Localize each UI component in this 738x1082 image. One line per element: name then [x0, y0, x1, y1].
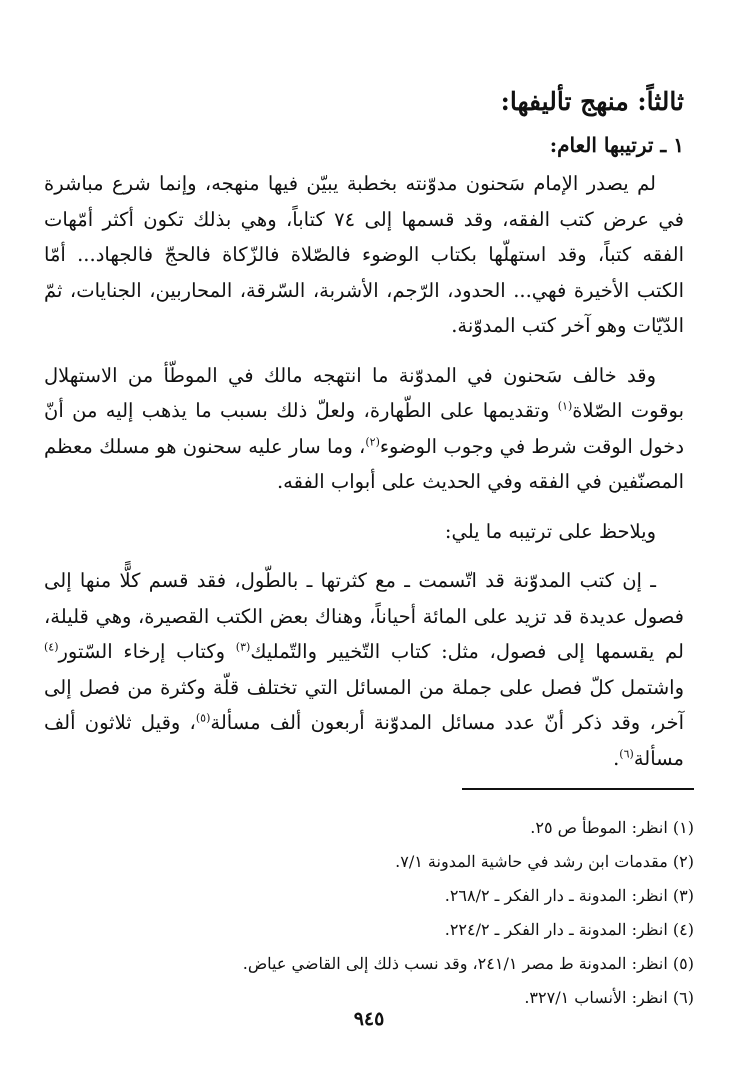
paragraph-2-text-a: وقد خالف سَحنون في المدوّنة ما انتهجه مالك في الموطّأ من الاستهلال بوقوت الصّلاة	[44, 363, 685, 422]
footnote-ref-6[interactable]: (٦)	[619, 747, 634, 760]
footnote-ref-2[interactable]: (٢)	[365, 435, 380, 448]
paragraph-3: ويلاحظ على ترتيبه ما يلي:	[444, 519, 656, 543]
page-number: ٩٤٥	[353, 1008, 385, 1030]
paragraph-4	[44, 563, 684, 776]
footnote-2: (٢) مقدمات ابن رشد في حاشية المدونة ٧/١.	[395, 852, 694, 871]
section-heading: ثالثاً: منهج تأليفها:	[500, 87, 684, 116]
paragraph-gap	[44, 500, 684, 514]
subsection-heading: ١ ـ ترتيبها العام:	[549, 133, 684, 157]
paragraph-gap	[44, 549, 684, 563]
paragraph-1: لم يصدر الإمام سَحنون مدوّنته بخطبة يبيّن فيها منهجه، وإنما شرع مباشرة في عرض كتب الفقه، وقد قسمها إلى ٧٤ كتاباً، وهي بذلك تكون أكثر أمّهات الفقه كتباً، وقد استهلّها بكتاب الوضوء فالصّلاة فالزّكاة فالحجّ فالجهاد... أمّا الكتب الأخيرة فهي... الحدود، الرّجم، الأشربة، السّرقة، المحاربين، الجنايات، ثمّ الدّيّات وهو آخر كتب المدوّنة.	[44, 172, 684, 337]
footnote-ref-1[interactable]: (١)	[557, 399, 573, 413]
paragraph-4-text-b: وكتاب إرخاء السّتور	[58, 640, 236, 663]
paragraph-2	[44, 358, 684, 500]
footnote-ref-4[interactable]: (٤)	[44, 640, 59, 654]
footnote-5: (٥) انظر: المدونة ط مصر ٢٤١/١، وقد نسب ذلك إلى القاضي عياض.	[242, 954, 694, 973]
footnote-3: (٣) انظر: المدونة ـ دار الفكر ـ ٢٦٨/٢.	[444, 886, 694, 905]
footnote-ref-3[interactable]: (٣)	[235, 640, 251, 654]
paragraph-4-text-c: واشتمل كلّ فصل على جملة من المسائل التي تختلف قلّة وكثرة من فصل إلى آخر، وقد ذكر أنّ عدد مسائل المدوّنة أربعون ألف مسألة	[44, 675, 684, 734]
paragraph-2-text-b: وتقديمها على الطّهارة، ولعلّ ذلك بسبب ما يذهب إليه من أنّ دخول الوقت شرط في وجوب الوضوء	[44, 399, 685, 458]
footnote-1: (١) انظر: الموطأ ص ٢٥.	[530, 818, 694, 837]
paragraph-gap	[44, 344, 684, 358]
page-body	[44, 84, 684, 776]
footnote-ref-5[interactable]: (٥)	[195, 711, 211, 725]
footnotes-list	[44, 816, 694, 1020]
footnote-4: (٤) انظر: المدونة ـ دار الفكر ـ ٢٢٤/٢.	[444, 920, 694, 939]
footnote-6: (٦) انظر: الأنساب ٣٢٧/١.	[524, 988, 694, 1007]
paragraph-4-text-e: .	[613, 746, 620, 770]
footnote-separator	[462, 788, 694, 790]
paragraph-4-text-a: ـ إن كتب المدوّنة قد اتّسمت ـ مع كثرتها ـ بالطّول، فقد قسم كلًّا منها إلى فصول عديدة قد تزيد على المائة أحياناً، وهناك بعض الكتب القصيرة، وهي قليلة، لم يقسمها إلى فصول، مثل: كتاب التّخيير والتّمليك	[44, 569, 684, 663]
paragraph-2-text-c: ، وما سار عليه سحنون هو مسلك معظم المصنّفين في الفقه وفي الحديث على أبواب الفقه.	[44, 434, 684, 493]
paragraph-4-text-d: ، وقيل ثلاثون ألف مسألة	[44, 711, 684, 770]
